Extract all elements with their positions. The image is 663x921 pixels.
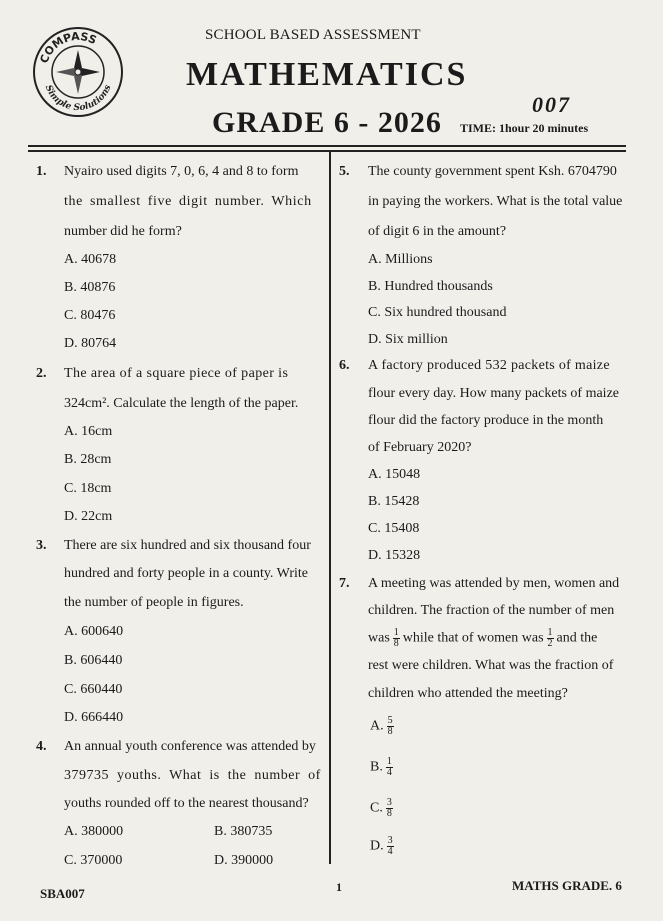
question-text: children who attended the meeting? bbox=[368, 686, 568, 701]
option-a[interactable]: A. Millions bbox=[368, 252, 433, 267]
fraction-numerator: 3 bbox=[387, 835, 393, 846]
question-text: the number of people in figures. bbox=[64, 595, 244, 610]
fraction-numerator: 5 bbox=[387, 715, 393, 726]
option-b[interactable]: B. 380735 bbox=[214, 824, 273, 839]
fraction-numerator: 1 bbox=[386, 756, 392, 767]
option-c[interactable]: C. 15408 bbox=[368, 521, 420, 536]
question-text: while that of women was bbox=[402, 630, 544, 646]
question-text: flour did the factory produce in the month bbox=[368, 413, 604, 428]
option-d[interactable]: D. 666440 bbox=[64, 710, 124, 725]
question-text: hundred and forty people in a county. Write bbox=[64, 566, 308, 581]
question-text: children. The fraction of the number of men bbox=[368, 603, 615, 618]
option-d[interactable]: D. 15328 bbox=[368, 548, 421, 563]
option-d[interactable]: D. 22cm bbox=[64, 509, 113, 524]
question-text: the smallest five digit number. Which bbox=[64, 194, 312, 209]
option-c[interactable]: C. 370000 bbox=[64, 853, 123, 868]
fraction-denominator: 2 bbox=[547, 638, 553, 649]
question-text: was bbox=[368, 630, 390, 646]
option-c[interactable]: C. 80476 bbox=[64, 308, 116, 323]
option-d[interactable]: D. Six million bbox=[368, 332, 448, 347]
paper-code: 007 bbox=[532, 92, 571, 117]
option-fraction bbox=[386, 757, 393, 778]
option-a[interactable]: A. 380000 bbox=[64, 824, 124, 839]
question-number: 6. bbox=[339, 358, 350, 373]
fraction-numerator: 1 bbox=[547, 627, 553, 638]
fraction-numerator: 3 bbox=[386, 797, 392, 808]
question-text: in paying the workers. What is the total value bbox=[368, 194, 623, 209]
subject-title: MATHEMATICS bbox=[186, 56, 468, 93]
option-b[interactable]: B. 606440 bbox=[64, 653, 123, 668]
question-number: 1. bbox=[36, 164, 47, 179]
question-number: 3. bbox=[36, 538, 47, 553]
fraction-denominator: 4 bbox=[387, 846, 393, 857]
grade-title: GRADE 6 - 2026 bbox=[212, 106, 442, 139]
option-a[interactable] bbox=[370, 716, 397, 737]
option-a[interactable]: A. 15048 bbox=[368, 467, 421, 482]
question-number: 5. bbox=[339, 164, 350, 179]
question-text: number did he form? bbox=[64, 224, 182, 239]
fraction-denominator: 8 bbox=[387, 726, 393, 737]
question-text: The area of a square piece of paper is bbox=[64, 366, 289, 381]
header-rule-top bbox=[28, 145, 626, 147]
compass-logo bbox=[32, 26, 124, 118]
fraction-men bbox=[393, 628, 400, 649]
question-text: A factory produced 532 packets of maize bbox=[368, 358, 610, 373]
option-letter: A. bbox=[370, 718, 384, 734]
question-text: rest were children. What was the fraction of bbox=[368, 658, 614, 673]
option-b[interactable]: B. Hundred thousands bbox=[368, 279, 493, 294]
question-text: An annual youth conference was attended by bbox=[64, 739, 316, 754]
question-number: 4. bbox=[36, 739, 47, 754]
fraction-numerator: 1 bbox=[393, 627, 399, 638]
page-number: 1 bbox=[336, 880, 342, 894]
option-b[interactable]: B. 15428 bbox=[368, 494, 420, 509]
footer-subject: MATHS GRADE. 6 bbox=[512, 878, 622, 893]
question-text: flour every day. How many packets of maize bbox=[368, 386, 619, 401]
option-fraction bbox=[387, 836, 394, 857]
option-b[interactable] bbox=[370, 757, 396, 778]
question-text: youths rounded off to the nearest thousand? bbox=[64, 796, 309, 811]
option-c[interactable] bbox=[370, 798, 396, 819]
option-c[interactable]: C. 18cm bbox=[64, 481, 112, 496]
option-a[interactable]: A. 600640 bbox=[64, 624, 124, 639]
option-c[interactable]: C. 660440 bbox=[64, 682, 123, 697]
column-divider bbox=[329, 152, 331, 864]
fraction-denominator: 4 bbox=[386, 767, 392, 778]
option-fraction bbox=[387, 716, 394, 737]
question-number: 7. bbox=[339, 576, 350, 591]
option-letter: B. bbox=[370, 759, 383, 775]
question-text: There are six hundred and six thousand four bbox=[64, 538, 311, 553]
question-text: 324cm². Calculate the length of the paper. bbox=[64, 396, 299, 411]
option-b[interactable]: B. 28cm bbox=[64, 452, 112, 467]
question-text: of digit 6 in the amount? bbox=[368, 224, 507, 239]
option-d[interactable] bbox=[370, 836, 397, 857]
question-text: A meeting was attended by men, women and bbox=[368, 576, 620, 591]
fraction-denominator: 8 bbox=[386, 808, 392, 819]
option-d[interactable]: D. 80764 bbox=[64, 336, 117, 351]
option-a[interactable]: A. 16cm bbox=[64, 424, 113, 439]
footer-code: SBA007 bbox=[40, 886, 85, 901]
option-a[interactable]: A. 40678 bbox=[64, 252, 117, 267]
fraction-denominator: 8 bbox=[393, 638, 399, 649]
option-fraction bbox=[386, 798, 393, 819]
question-number: 2. bbox=[36, 366, 47, 381]
question-text: and the bbox=[556, 630, 598, 646]
header-rule-bottom bbox=[28, 150, 626, 152]
logo-subtext: Simple Solutions bbox=[42, 83, 114, 114]
question-text-with-fractions bbox=[368, 628, 597, 649]
logo-text: COMPASS bbox=[37, 29, 99, 66]
question-text: 379735 youths. What is the number of bbox=[64, 768, 321, 783]
option-letter: D. bbox=[370, 838, 384, 854]
question-text: of February 2020? bbox=[368, 440, 472, 455]
fraction-women bbox=[547, 628, 554, 649]
time-label: TIME: 1hour 20 minutes bbox=[460, 121, 589, 135]
option-b[interactable]: B. 40876 bbox=[64, 280, 116, 295]
option-d[interactable]: D. 390000 bbox=[214, 853, 274, 868]
option-c[interactable]: C. Six hundred thousand bbox=[368, 305, 507, 320]
option-letter: C. bbox=[370, 800, 383, 816]
school-label: SCHOOL BASED ASSESSMENT bbox=[205, 27, 421, 43]
question-text: The county government spent Ksh. 6704790 bbox=[368, 164, 617, 179]
question-text: Nyairo used digits 7, 0, 6, 4 and 8 to form bbox=[64, 164, 299, 179]
